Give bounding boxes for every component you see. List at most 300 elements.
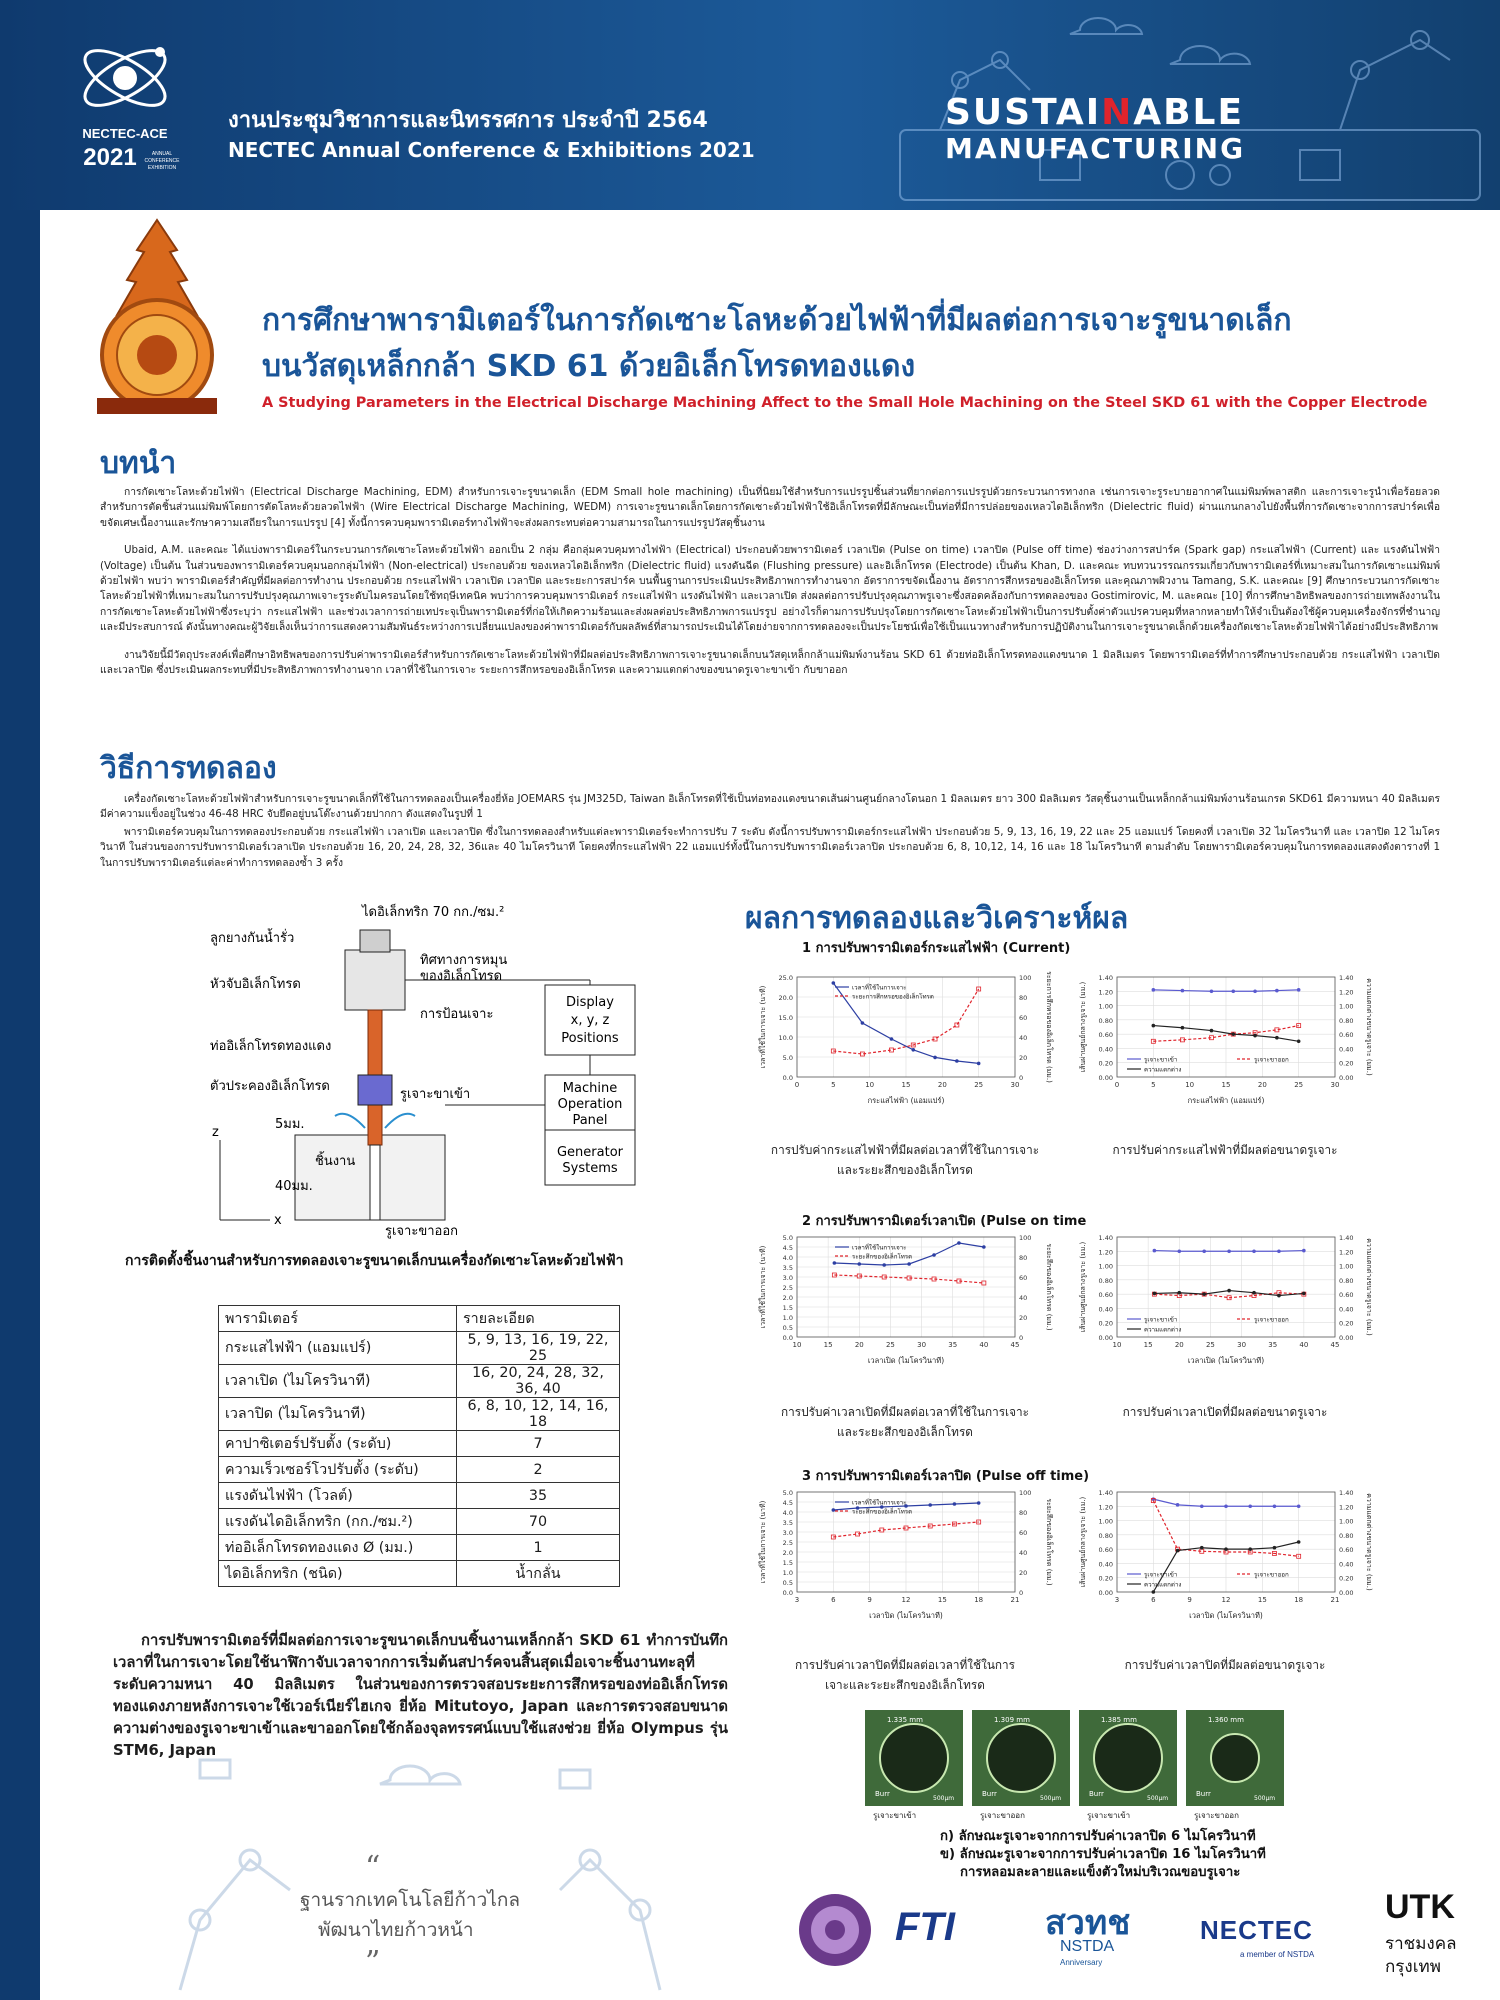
- data-point: [1248, 1504, 1252, 1508]
- data-point: [1297, 988, 1301, 992]
- y2-tick-label: 0.00: [1339, 1334, 1354, 1342]
- y2-axis-label: ความแตกต่างขนาดรูเจาะ (มม.): [1365, 1493, 1373, 1591]
- y-tick-label: 1.40: [1098, 974, 1113, 982]
- y2-tick-label: 1.40: [1339, 1234, 1354, 1242]
- y-tick-label: 1.5: [782, 1559, 793, 1567]
- x-tick-label: 10: [865, 1081, 875, 1089]
- y-tick-label: 1.40: [1098, 1234, 1113, 1242]
- y2-tick-label: 80: [1019, 1254, 1028, 1262]
- legend-label: ความแตกต่าง: [1144, 1326, 1182, 1334]
- method-body: [100, 792, 1440, 883]
- data-point: [953, 1502, 957, 1506]
- theme-pre: SUSTAI: [945, 92, 1102, 133]
- data-point: [832, 1508, 836, 1512]
- x-tick-label: 15: [823, 1341, 833, 1349]
- label-tube: ท่ออิเล็กโทรดทองแดง: [210, 1039, 332, 1054]
- data-point: [1176, 1549, 1180, 1553]
- y2-tick-label: 0.20: [1339, 1319, 1354, 1328]
- x-axis-label: เวลาเปิด (ไมโครวินาที): [867, 1356, 945, 1365]
- y-axis-label: เวลาที่ใช้ในการเจาะ (นาที): [759, 1245, 767, 1329]
- data-point: [1200, 1546, 1204, 1550]
- y2-tick-label: 100: [1019, 974, 1032, 982]
- y-tick-label: 1.0: [782, 1569, 793, 1577]
- y-tick-label: 5.0: [782, 1234, 793, 1242]
- x-tick-label: 40: [979, 1341, 989, 1349]
- x-tick-label: 18: [974, 1596, 984, 1604]
- data-point: [1177, 1291, 1181, 1295]
- label-gap: 5มม.: [275, 1117, 305, 1132]
- label-rotation2: ของอิเล็กโทรด: [420, 969, 503, 984]
- theme-post: ABLE: [1133, 92, 1245, 133]
- y-tick-label: 2.5: [782, 1284, 793, 1292]
- x-tick-label: 20: [1257, 1081, 1267, 1089]
- university-seal: [82, 210, 232, 420]
- table-cell: คาปาซิเตอร์ปรับตั้ง (ระดับ): [219, 1431, 457, 1457]
- y2-tick-label: 1.00: [1339, 1002, 1354, 1011]
- hole-dim-3: 1.385 mm: [1101, 1716, 1137, 1724]
- x-tick-label: 15: [1221, 1081, 1231, 1089]
- data-point: [1248, 1547, 1252, 1551]
- y-tick-label: 0.00: [1098, 1334, 1113, 1342]
- parameter-table: [218, 1305, 620, 1587]
- data-point: [932, 1253, 936, 1257]
- data-point: [1224, 1547, 1228, 1551]
- intro-paragraph-3: งานวิจัยนี้มีวัตถุประสงค์เพื่อศึกษาอิทธิพลของการปรับค่าพารามิเตอร์สำหรับการกัดเซาะโลหะด้วยไฟฟ้าที่มีผลต่อประสิทธิภาพการเจาะรูขนาดเล็กบนวัสดุเหล็กกล้าแม่พิมพ์งานร้อน SKD 61 ด้วยท่ออิเล็กโทรดทองแดงขนาด 1 มิลลิเมตร โดยพารามิเตอร์ที่ทำการศึกษาประกอบด้วย กระแสไฟฟ้า เวลาเปิด และเวลาปิด ซึ่งประเมินผลกระทบที่มีประสิทธิภาพการทำงานจาก เวลาที่ใช้ในการเจาะ ระยะการสึกหรอของอิเล็กโทรด และความแตกต่างของขนาดรูเจาะขาเข้า กับขาออก: [100, 648, 1440, 677]
- rmutk-thai-2: กรุงเทพ: [1385, 1957, 1441, 1977]
- table-cell: แรงดันไฟฟ้า (โวลต์): [219, 1483, 457, 1509]
- x-tick-label: 10: [792, 1341, 802, 1349]
- legend-label: รูเจาะขาเข้า: [1144, 1571, 1178, 1579]
- caption-pulseon-diameter: การปรับค่าเวลาเปิดที่มีผลต่อขนาดรูเจาะ: [1122, 1405, 1328, 1419]
- electrode-guide: [358, 1075, 392, 1105]
- y2-tick-label: 0: [1019, 1074, 1024, 1082]
- label-exit: รูเจาะขาออก: [385, 1224, 458, 1239]
- x-tick-label: 3: [794, 1596, 800, 1604]
- table-cell: 5, 9, 13, 16, 19, 22, 25: [457, 1332, 620, 1365]
- x-tick-label: 21: [1330, 1596, 1340, 1604]
- y-axis-label: เวลาที่ใช้ในการเจาะ (นาที): [759, 1500, 767, 1584]
- x-tick-label: 9: [1187, 1596, 1192, 1604]
- data-point: [1153, 1249, 1157, 1253]
- y-tick-label: 0.0: [782, 1334, 793, 1342]
- x-tick-label: 3: [1114, 1596, 1120, 1604]
- y2-tick-label: 0.00: [1339, 1589, 1354, 1597]
- svg-text:2021: 2021: [83, 144, 137, 171]
- x-tick-label: 35: [1268, 1341, 1278, 1349]
- data-point: [1152, 1024, 1156, 1028]
- x-tick-label: 6: [1151, 1596, 1156, 1604]
- legend-label: รูเจาะขาออก: [1254, 1571, 1289, 1579]
- fti-logo: FTI: [895, 1905, 955, 1949]
- open-quote: “: [365, 1850, 381, 1885]
- x-tick-label: 25: [885, 1341, 895, 1349]
- x-tick-label: 5: [1151, 1081, 1156, 1089]
- y2-tick-label: 60: [1019, 1529, 1028, 1537]
- label-display1: Display: [566, 995, 614, 1010]
- micrograph-caption-line: การหลอมละลายและแข็งตัวใหม่บริเวณขอบรูเจาะ: [960, 1865, 1241, 1880]
- burr-label: Burr: [982, 1790, 997, 1798]
- y-tick-label: 5.0: [782, 1489, 793, 1497]
- y-tick-label: 4.5: [782, 1499, 793, 1507]
- legend-label: เวลาที่ใช้ในการเจาะ: [852, 1499, 907, 1507]
- results-heading: ผลการทดลองและวิเคราะห์ผล: [745, 901, 1129, 936]
- y2-tick-label: 0.20: [1339, 1574, 1354, 1583]
- table-cell: 7: [457, 1431, 620, 1457]
- intro-body: [100, 485, 1440, 690]
- table-row: [219, 1535, 620, 1561]
- x-axis-label: เวลาปิด (ไมโครวินาที): [869, 1611, 943, 1620]
- x-tick-label: 25: [974, 1081, 984, 1089]
- legend-label: รูเจาะขาเข้า: [1144, 1056, 1178, 1064]
- paper-title-line2: บนวัสดุเหล็กกล้า SKD 61 ด้วยอิเล็กโทรดทองแดง: [262, 349, 916, 384]
- caption-pulseoff-time: [755, 1655, 1055, 1695]
- table-row: [219, 1561, 620, 1587]
- data-point: [1277, 1249, 1281, 1253]
- svg-text:EXHIBITION: EXHIBITION: [147, 165, 177, 171]
- y-tick-label: 0.5: [782, 1324, 793, 1332]
- label-feed: การป้อนเจาะ: [420, 1007, 494, 1022]
- x-tick-label: 21: [1010, 1596, 1020, 1604]
- x-tick-label: 25: [1205, 1341, 1215, 1349]
- y2-tick-label: 80: [1019, 994, 1028, 1002]
- x-tick-label: 12: [1221, 1596, 1231, 1604]
- y-tick-label: 0.80: [1098, 1276, 1113, 1285]
- data-point: [1210, 989, 1214, 993]
- burr-label: Burr: [1089, 1790, 1104, 1798]
- y-tick-label: 1.20: [1098, 1248, 1113, 1257]
- y-tick-label: 0.5: [782, 1579, 793, 1587]
- theme-line2: MANUFACTURING: [945, 132, 1246, 165]
- measurement-paragraph: การปรับพารามิเตอร์ที่มีผลต่อการเจาะรูขนาดเล็กบนชิ้นงานเหล็กกล้า SKD 61 ทำการบันทึกเวลาที่ในการเจาะโดยใช้นาฬิกาจับเวลาจากการเริ่มต้นสปาร์คจนสิ้นสุดเมื่อเจาะชิ้นงานทะลุที่ระดับความหนา 40 มิลลิเมตร ในส่วนของการตรวจสอบระยะการสึกหรอของท่ออิเล็กโทรดทองแดงภายหลังการเจาะใช้เวอร์เนียร์ไฮเกจ ยี่ห้อ Mitutoyo, Japan และการตรวจสอบขนาดความต่างของรูเจาะขาเข้าและขาออกโดยใช้กล้องจุลทรรศน์แบบใช้แสงช่วย ยี่ห้อ Olympus รุ่น STM6, Japan: [113, 1632, 728, 1759]
- table-header-row: [219, 1306, 620, 1332]
- micrograph-1: [865, 1710, 963, 1821]
- caption-current-diameter: การปรับค่ากระแสไฟฟ้าที่มีผลต่อขนาดรูเจาะ: [1112, 1143, 1338, 1157]
- y-tick-label: 0.60: [1098, 1291, 1113, 1300]
- paper-title-line1: การศึกษาพารามิเตอร์ในการกัดเซาะโลหะด้วยไฟฟ้าที่มีผลต่อการเจาะรูขนาดเล็ก: [262, 303, 1292, 338]
- data-point: [1152, 1497, 1156, 1501]
- data-point: [1181, 989, 1185, 993]
- y-tick-label: 2.5: [782, 1539, 793, 1547]
- x-tick-label: 5: [831, 1081, 836, 1089]
- x-tick-label: 35: [948, 1341, 958, 1349]
- table-row: [219, 1332, 620, 1365]
- x-tick-label: 30: [917, 1341, 927, 1349]
- y-axis-label: เวลาที่ใช้ในการเจาะ (นาที): [759, 985, 767, 1069]
- label-mop3: Panel: [572, 1113, 608, 1128]
- micrograph-4: [1186, 1710, 1284, 1821]
- caption-line: และระยะสึกของอิเล็กโทรด: [837, 1425, 973, 1439]
- y-tick-label: 4.0: [782, 1254, 793, 1262]
- y-tick-label: 0.0: [782, 1589, 793, 1597]
- x-tick-label: 45: [1330, 1341, 1340, 1349]
- intro-heading: บทนำ: [100, 446, 177, 481]
- robot-arm-watermark: [140, 1740, 740, 2000]
- y-tick-label: 3.5: [782, 1519, 793, 1527]
- data-point: [882, 1263, 886, 1267]
- data-point: [957, 1241, 961, 1245]
- y-tick-label: 15.0: [778, 1014, 793, 1022]
- hole-sub-1: รูเจาะขาเข้า: [873, 1811, 917, 1820]
- nstda-logo-thai: สวทช: [1045, 1903, 1131, 1943]
- label-x: x: [274, 1213, 282, 1228]
- chart-pulseon-diameter: [1075, 1225, 1375, 1375]
- y-tick-label: 0.60: [1098, 1546, 1113, 1555]
- nectec-ace-logo: [70, 30, 180, 180]
- rmutk-logo: UTK: [1385, 1888, 1455, 1926]
- micrograph-3: [1079, 1710, 1177, 1821]
- x-tick-label: 30: [1010, 1081, 1020, 1089]
- y-tick-label: 1.20: [1098, 988, 1113, 997]
- data-point: [857, 1262, 861, 1266]
- caption-pulseon-time: [755, 1402, 1055, 1442]
- nstda-anniversary: Anniversary: [1060, 1958, 1103, 1967]
- chart-pulseoff-diameter: [1075, 1480, 1375, 1630]
- legend-label: เวลาที่ใช้ในการเจาะ: [852, 1244, 907, 1252]
- label-gen1: Generator: [556, 1145, 624, 1160]
- data-point: [933, 1056, 937, 1060]
- x-axis-label: เวลาปิด (ไมโครวินาที): [1189, 1611, 1263, 1620]
- y2-tick-label: 1.40: [1339, 974, 1354, 982]
- y-tick-label: 0.20: [1098, 1059, 1113, 1068]
- table-row: [219, 1457, 620, 1483]
- data-point: [907, 1262, 911, 1266]
- theme-line1: [945, 92, 1244, 133]
- rmutk-thai-1: ราชมงคล: [1385, 1934, 1457, 1954]
- table-row: [219, 1483, 620, 1509]
- data-point: [833, 1261, 837, 1265]
- table-header-cell: พารามิเตอร์: [219, 1306, 457, 1332]
- table-cell: น้ำกลั่น: [457, 1561, 620, 1587]
- table-cell: เวลาปิด (ไมโครวินาที): [219, 1398, 457, 1431]
- data-point: [890, 1037, 894, 1041]
- x-axis-label: กระแสไฟฟ้า (แอมแปร์): [1187, 1096, 1265, 1105]
- slogan-line1: ฐานรากเทคโนโลยีก้าวไกล: [300, 1889, 520, 1911]
- data-point: [977, 1062, 981, 1066]
- table-row: [219, 1509, 620, 1535]
- x-tick-label: 12: [901, 1596, 911, 1604]
- label-guide: ตัวประคองอิเล็กโทรด: [210, 1079, 330, 1094]
- legend-label: ความแตกต่าง: [1144, 1581, 1182, 1589]
- x-tick-label: 6: [831, 1596, 836, 1604]
- x-axis-label: เวลาเปิด (ไมโครวินาที): [1187, 1356, 1265, 1365]
- x-axis-label: กระแสไฟฟ้า (แอมแปร์): [867, 1096, 945, 1105]
- y-tick-label: 0.20: [1098, 1319, 1113, 1328]
- svg-text:ANNUAL: ANNUAL: [151, 151, 173, 157]
- scale-label: 500µm: [1254, 1795, 1276, 1802]
- hole-dim-4: 1.360 mm: [1208, 1716, 1244, 1724]
- electrode-holder: [345, 950, 405, 1010]
- micrograph-caption-line: ข) ลักษณะรูเจาะจากการปรับค่าเวลาปิด 16 ไมโครวินาที: [940, 1847, 1266, 1862]
- caption-line: การปรับค่าเวลาเปิดที่มีผลต่อเวลาที่ใช้ในการเจาะ: [781, 1405, 1029, 1419]
- y-tick-label: 1.00: [1098, 1002, 1113, 1011]
- y-axis-label: เส้นผ่านศูนย์กลางรูเจาะ (มม.): [1079, 1241, 1087, 1333]
- y2-tick-label: 60: [1019, 1014, 1028, 1022]
- data-point: [1297, 1540, 1301, 1544]
- label-mop2: Operation: [557, 1097, 623, 1112]
- label-gen2: Systems: [562, 1161, 618, 1176]
- table-cell: 2: [457, 1457, 620, 1483]
- data-point: [1252, 1291, 1256, 1295]
- scale-label: 500µm: [1147, 1795, 1169, 1802]
- x-tick-label: 0: [794, 1081, 800, 1089]
- x-tick-label: 0: [1114, 1081, 1120, 1089]
- x-tick-label: 15: [1143, 1341, 1153, 1349]
- scale-label: 500µm: [933, 1795, 955, 1802]
- data-point: [1227, 1249, 1231, 1253]
- table-cell: กระแสไฟฟ้า (แอมแปร์): [219, 1332, 457, 1365]
- y2-axis-label: ระยะการสึกหรอของอิเล็กโทรด (มม.): [1045, 971, 1053, 1083]
- y-tick-label: 2.0: [782, 1294, 793, 1302]
- y-tick-label: 1.00: [1098, 1262, 1113, 1271]
- y2-tick-label: 1.20: [1339, 1248, 1354, 1257]
- data-point: [1297, 1504, 1301, 1508]
- data-point: [1177, 1249, 1181, 1253]
- hole-dim-2: 1.309 mm: [994, 1716, 1030, 1724]
- legend-label: เวลาที่ใช้ในการเจาะ: [852, 984, 907, 992]
- chart-pulseoff-time: [755, 1480, 1055, 1630]
- legend-label: ระยะการสึกหรอของอิเล็กโทรด: [852, 993, 934, 1001]
- y2-tick-label: 1.20: [1339, 1503, 1354, 1512]
- y-tick-label: 4.5: [782, 1244, 793, 1252]
- slogan-line2: พัฒนาไทยก้าวหน้า: [318, 1919, 474, 1941]
- table-cell: ไดอิเล็กทริก (ชนิด): [219, 1561, 457, 1587]
- y-tick-label: 1.5: [782, 1304, 793, 1312]
- hole-dim-1: 1.335 mm: [887, 1716, 923, 1724]
- method-paragraph-2: พารามิเตอร์ควบคุมในการทดลองประกอบด้วย กระแสไฟฟ้า เวลาเปิด และเวลาปิด ซึ่งในการทดลองสำหรับแต่ละพารามิเตอร์จะทำการปรับ 7 ระดับ ดังนี้การปรับพารามิเตอร์กระแสไฟฟ้า ประกอบด้วย 5, 9, 13, 16, 19, 22 และ 25 แอมแปร์ โดยคงที่ เวลาเปิด 32 ไมโครวินาที และ เวลาปิด 12 ไมโครวินาที ในส่วนของการปรับพารามิเตอร์เวลาเปิด ประกอบด้วย 16, 20, 24, 28, 32, 36และ 40 ไมโครวินาที โดยคงที่กระแสไฟฟ้า 22 แอมแปร์ทั้งนี้ในการปรับพารามิเตอร์เวลาปิด ประกอบด้วย 6, 8, 10,12, 14, 16 และ 18 ไมโครวินาที ตามลำดับ โดยพารามิเตอร์ควบคุมในการทดลองแสดงดังตารางที่ 1 ในการปรับพารามิเตอร์แต่ละค่าทำการทดลองซ้ำ 3 ครั้ง: [100, 825, 1440, 869]
- data-point: [1153, 1292, 1157, 1296]
- table-cell: 6, 8, 10, 12, 14, 16, 18: [457, 1398, 620, 1431]
- caption-line: และระยะสึกของอิเล็กโทรด: [837, 1163, 973, 1177]
- chart-current-diameter: [1075, 965, 1375, 1115]
- edm-setup-diagram: [150, 900, 740, 1240]
- data-point: [1253, 1034, 1257, 1038]
- table-cell: เวลาเปิด (ไมโครวินาที): [219, 1365, 457, 1398]
- table-cell: 1: [457, 1535, 620, 1561]
- legend-label: รูเจาะขาออก: [1254, 1056, 1289, 1064]
- data-point: [1275, 989, 1279, 993]
- nstda-logo-en: NSTDA: [1060, 1938, 1115, 1955]
- close-quote: ”: [365, 1945, 381, 1980]
- burr-label: Burr: [875, 1790, 890, 1798]
- data-point: [1202, 1249, 1206, 1253]
- y2-tick-label: 0.80: [1339, 1276, 1354, 1285]
- y-axis-label: เส้นผ่านศูนย์กลางรูเจาะ (มม.): [1079, 1496, 1087, 1588]
- data-point: [1176, 1503, 1180, 1507]
- micrograph-caption: [940, 1828, 1266, 1882]
- table-cell: 70: [457, 1509, 620, 1535]
- legend-label: รูเจาะขาออก: [1254, 1316, 1289, 1324]
- y-tick-label: 0.80: [1098, 1531, 1113, 1540]
- data-point: [928, 1503, 932, 1507]
- caption-line: เจาะและระยะสึกของอิเล็กโทรด: [825, 1678, 985, 1692]
- y2-tick-label: 100: [1019, 1489, 1032, 1497]
- legend-label: ความแตกต่าง: [1144, 1066, 1182, 1074]
- hole-sub-3: รูเจาะขาเข้า: [1087, 1811, 1131, 1820]
- header-banner: [0, 0, 1500, 210]
- caption-line: การปรับค่าเวลาปิดที่มีผลต่อเวลาที่ใช้ในการ: [794, 1658, 1015, 1672]
- y-tick-label: 0.80: [1098, 1016, 1113, 1025]
- y-tick-label: 0.40: [1098, 1560, 1113, 1569]
- svg-text:CONFERENCE: CONFERENCE: [144, 158, 180, 164]
- y-tick-label: 0.00: [1098, 1074, 1113, 1082]
- table-row: [219, 1365, 620, 1398]
- caption-current-time: [755, 1140, 1055, 1180]
- data-point: [1181, 1026, 1185, 1030]
- y2-tick-label: 20: [1019, 1054, 1028, 1062]
- conference-title-english: NECTEC Annual Conference & Exhibitions 2021: [228, 138, 755, 162]
- data-point: [1202, 1292, 1206, 1296]
- method-heading: วิธีการทดลอง: [100, 751, 277, 786]
- micrograph-2: [972, 1710, 1070, 1821]
- data-point: [1302, 1292, 1306, 1296]
- y-tick-label: 0.00: [1098, 1589, 1113, 1597]
- drill-hole: [370, 1145, 380, 1220]
- paper-title-english: A Studying Parameters in the Electrical Discharge Machining Affect to the Small Hole Machining on the Steel SKD 61 with the Copper Electrode: [262, 395, 1428, 411]
- data-point: [1297, 1039, 1301, 1043]
- y2-tick-label: 0.20: [1339, 1059, 1354, 1068]
- y2-tick-label: 0.40: [1339, 1560, 1354, 1569]
- chart-pulseon-time: [755, 1225, 1055, 1375]
- data-point: [1224, 1504, 1228, 1508]
- data-point: [1227, 1289, 1231, 1293]
- y-tick-label: 0.40: [1098, 1045, 1113, 1054]
- y-tick-label: 0.0: [782, 1074, 793, 1082]
- label-thick: 40มม.: [275, 1179, 313, 1194]
- results-sub3: 3 การปรับพารามิเตอร์เวลาปิด (Pulse off time): [802, 1469, 1090, 1484]
- y2-axis-label: ระยะสึกของอิเล็กโทรด (มม.): [1045, 1243, 1053, 1331]
- table-row: [219, 1398, 620, 1431]
- x-tick-label: 40: [1299, 1341, 1309, 1349]
- intro-paragraph-2: Ubaid, A.M. และคณะ ได้แบ่งพารามิเตอร์ในกระบวนการกัดเซาะโลหะด้วยไฟฟ้า ออกเป็น 2 กลุ่ม คือกลุ่มควบคุมทางไฟฟ้า (Electrical) ประกอบด้วยพารามิเตอร์ เวลาเปิด (Pulse on time) เวลาปิด (Pulse off time) ช่องว่างการสปาร์ค (Spark gap) กระแสไฟฟ้า (Current) และ แรงดันไฟฟ้า (Voltage) เป็นต้น ในส่วนของพารามิเตอร์ควบคุมนอกกลุ่มไฟฟ้า (Non-electrical) ประกอบด้วย ของเหลวไดอิเล็กทริก (Dielectric fluid) แรงดันฉีด (Flushing pressure) และอิเล็กโทรด (Electrode) เป็นต้น Khan, D. และคณะ ทบทวนวรรณกรรมเกี่ยวกับพารามิเตอร์ที่เหมาะสมในการกัดเซาะแม่พิมพ์ด้วยไฟฟ้า พบว่า พารามิเตอร์สำคัญที่มีผลต่อการทำงาน ประกอบด้วย กระแสไฟฟ้า เวลาเปิด เวลาปิด และระยะการสปาร์ค บนพื้นฐานการประเมินประสิทธิภาพการทำงานจาก อัตราการขจัดเนื้องาน อัตราการสึกหรอของอิเล็กโทรด และคุณภาพผิวงาน Tamang, S.K. และคณะ [9] ศึกษากระบวนการกัดเซาะโลหะด้วยไฟฟ้าที่เหมาะสมในการปรับปรุงคุณภาพเจาะรูระดับไมครอนโดยใช้ทฤษีเทคนิค พบว่าการควบคุมพารามิเตอร์ กระแสไฟฟ้า แรงดันไฟฟ้า และเวลาเปิด ส่งผลต่อการปรับปรุงคุณภาพรูเจาะซึ่งสอดคล้องกับการทดลองของ Gostimirovic, M. และคณะ [10] ที่การศึกษาอิทธิพลของการถ่ายเทพลังงานในการกัดเซาะโลหะด้วยไฟฟ้าซึ่งระบุว่า กระแสไฟฟ้า และช่วงเวลาการถ่ายเทประจุเป็นพารามิเตอร์ที่ก่อให้เกิดความร้อนและส่งผลต่อประสิทธิภาพการแปรรูป อย่างไรก็ตามการปรับปรุงโดยการกัดเซาะโลหะด้วยไฟฟ้าเป็นการปรับตั้งค่าตัวแปรควบคุมที่หลากหลายทำให้จำเป็นต้องใช้ผู้ควบคุมเครื่องจักรที่ชำนาญและมีประสบการณ์ ดังนั้นทางคณะผู้วิจัยเล็งเห็นว่าการแสดงความสัมพันธ์ระหว่างการเปลี่ยนแปลงของค่าพารามิเตอร์กับผลลัพธ์ที่สามารถประเมินได้โดยง่ายจากการทดลองจะเป็นประโยชน์เพื่อใช้เป็นแนวทางสำหรับการปฏิบัติงานในการเจาะรูขนาดเล็กด้วยเครื่องกัดเซาะโลหะด้วยไฟฟ้าได้อย่างมีประสิทธิภาพ: [100, 544, 1440, 634]
- y2-tick-label: 60: [1019, 1274, 1028, 1282]
- label-rotation1: ทิศทางการหมุน: [420, 953, 508, 968]
- y-tick-label: 3.0: [782, 1529, 793, 1537]
- y2-tick-label: 0.40: [1339, 1305, 1354, 1314]
- y2-tick-label: 1.00: [1339, 1517, 1354, 1526]
- label-dielectric: ไดอิเล็กทริก 70 กก./ซม.²: [362, 905, 505, 920]
- y2-tick-label: 1.20: [1339, 988, 1354, 997]
- y2-tick-label: 40: [1019, 1294, 1028, 1302]
- x-tick-label: 15: [937, 1596, 947, 1604]
- hole-sub-4: รูเจาะขาออก: [1194, 1811, 1239, 1820]
- y-tick-label: 1.00: [1098, 1517, 1113, 1526]
- label-display2: x, y, z: [570, 1013, 610, 1028]
- y-axis-label: เส้นผ่านศูนย์กลางรูเจาะ (มม.): [1079, 981, 1087, 1073]
- x-tick-label: 10: [1112, 1341, 1122, 1349]
- y-tick-label: 0.20: [1098, 1574, 1113, 1583]
- caption-pulseoff-diameter: การปรับค่าเวลาปิดที่มีผลต่อขนาดรูเจาะ: [1124, 1658, 1326, 1672]
- x-tick-label: 20: [1174, 1341, 1184, 1349]
- data-point: [1231, 989, 1235, 993]
- legend-label: รูเจาะขาเข้า: [1144, 1316, 1178, 1324]
- y2-tick-label: 1.00: [1339, 1262, 1354, 1271]
- setup-caption: การติดตั้งชิ้นงานสำหรับการทดลองเจาะรูขนาดเล็กบนเครื่องกัดเซาะโลหะด้วยไฟฟ้า: [125, 1253, 624, 1269]
- data-point: [1210, 1029, 1214, 1033]
- y-tick-label: 0.40: [1098, 1305, 1113, 1314]
- hole-micrographs: [865, 1710, 1285, 1822]
- table-cell: 16, 20, 24, 28, 32, 36, 40: [457, 1365, 620, 1398]
- micrograph-caption-line: ก) ลักษณะรูเจาะจากการปรับค่าเวลาปิด 6 ไมโครวินาที: [940, 1829, 1256, 1844]
- svg-text:NECTEC-ACE: NECTEC-ACE: [82, 126, 168, 141]
- x-tick-label: 9: [867, 1596, 872, 1604]
- x-tick-label: 30: [1237, 1341, 1247, 1349]
- scale-label: 500µm: [1040, 1795, 1062, 1802]
- x-tick-label: 30: [1330, 1081, 1340, 1089]
- x-tick-label: 20: [854, 1341, 864, 1349]
- nectec-subtitle: a member of NSTDA: [1240, 1950, 1315, 1959]
- label-entry: รูเจาะขาเข้า: [400, 1087, 471, 1102]
- y-tick-label: 10.0: [778, 1034, 793, 1042]
